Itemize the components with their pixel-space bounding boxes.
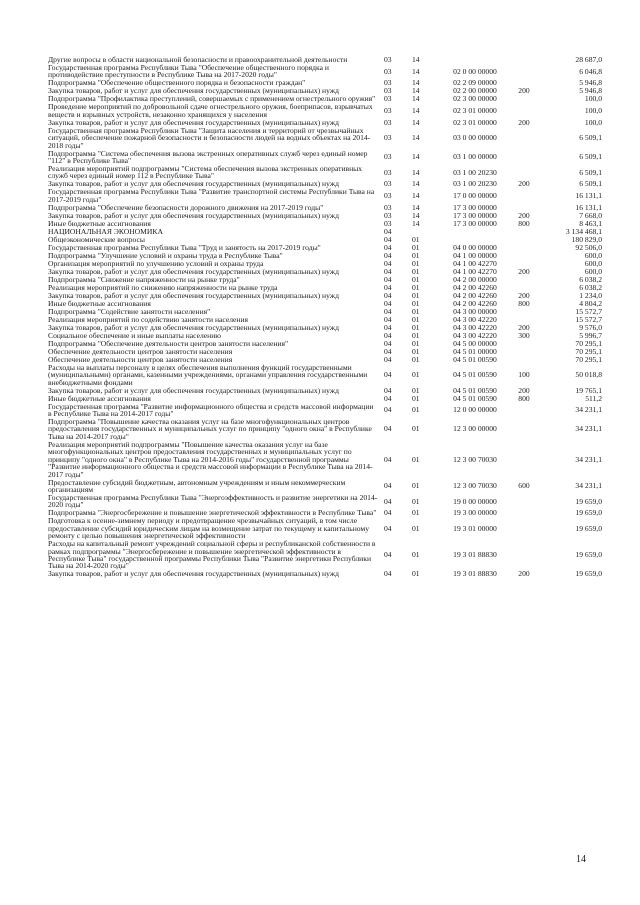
row-expense-type (510, 348, 538, 356)
row-name: Государственная программа Республики Тыва "Обеспечение общественного порядка и противодействие преступности в Республике Тыва на 2017-2020 годы" (48, 63, 329, 80)
row-target-article: 03 1 00 20230 (453, 167, 497, 177)
row-subsection: 01 (412, 354, 420, 364)
row-expense-type (510, 276, 538, 284)
row-section: 04 (384, 523, 392, 533)
row-expense-type (510, 540, 538, 570)
row-target-article: 19 3 00 00000 (453, 508, 497, 518)
row-section: 04 (384, 481, 392, 491)
row-subsection: 14 (412, 55, 420, 64)
row-amount: 6 038,2 (579, 274, 602, 284)
row-amount: 8 463,1 (579, 218, 602, 228)
row-section: 03 (384, 117, 392, 127)
row-subsection: 14 (412, 94, 420, 104)
row-name: Подпрограмма "Энергосбережение и повышение энергетической эффективности в Республике Тыва" (48, 508, 377, 518)
row-expense-type: 200 (518, 569, 530, 579)
row-target-article: 02 0 00 00000 (453, 66, 497, 76)
row-section: 04 (384, 234, 392, 244)
row-section: 04 (384, 298, 392, 308)
table-row (48, 188, 602, 203)
budget-table-body (48, 56, 602, 578)
row-name: Организация мероприятий по улучшению условий и охраны труда (48, 258, 264, 268)
row-subsection: 14 (412, 202, 420, 212)
row-expense-type (510, 252, 538, 260)
row-amount: 34 231,1 (575, 481, 602, 491)
row-section: 03 (384, 86, 392, 96)
row-name: Закупка товаров, работ и услуг для обеспечения государственных (муниципальных) нужд (48, 210, 339, 220)
row-section: 03 (384, 202, 392, 212)
row-expense-type (510, 418, 538, 441)
row-amount: 19 659,0 (575, 523, 602, 533)
row-section: 03 (384, 66, 392, 76)
row-target-article: 19 3 01 00000 (453, 523, 497, 533)
row-target-article: 19 3 01 88830 (453, 569, 497, 579)
row-amount: 100,0 (584, 117, 602, 127)
row-name: Подготовка к осенне-зимнему периоду и предотвращение чрезвычайных ситуаций, в том числе предоставление субсидий юридическим лицам на возмещение затрат по текущему и капитальному ремонту с целью повышения энергетической эффективности (48, 516, 370, 541)
row-target-article: 03 1 00 00000 (453, 152, 497, 162)
row-subsection: 01 (412, 322, 420, 332)
row-name: Закупка товаров, работ и услуг для обеспечения государственных (муниципальных) нужд (48, 179, 339, 189)
row-subsection: 01 (412, 330, 420, 340)
row-name: Государственная программа "Развитие информационного общества и средств массовой информации в Республике Тыва на 2014-2017 годы" (48, 401, 374, 419)
row-section: 04 (384, 322, 392, 332)
row-subsection: 14 (412, 78, 420, 88)
table-row (48, 517, 602, 540)
row-target-article: 12 3 00 70030 (453, 481, 497, 491)
row-section: 04 (384, 242, 392, 252)
row-subsection: 01 (412, 314, 420, 324)
row-target-article: 04 3 00 42220 (453, 314, 497, 324)
row-expense-type (510, 236, 538, 244)
row-subsection: 01 (412, 393, 420, 403)
row-amount: 600,0 (584, 266, 602, 276)
row-target-article: 12 0 00 00000 (453, 405, 497, 415)
row-amount: 6 509,1 (579, 152, 602, 162)
row-target-article: 02 2 09 00000 (453, 78, 497, 88)
row-expense-type (510, 356, 538, 364)
row-section: 04 (384, 454, 392, 464)
row-amount: 16 131,1 (575, 191, 602, 201)
row-expense-type: 200 (518, 266, 530, 276)
row-amount: 15 572,7 (575, 306, 602, 316)
table-row (48, 103, 602, 118)
budget-table-container (48, 55, 602, 579)
row-section: 04 (384, 385, 392, 395)
row-expense-type: 800 (518, 218, 530, 228)
row-target-article: 04 3 00 42220 (453, 330, 497, 340)
row-section: 04 (384, 569, 392, 579)
page-number: 14 (576, 854, 586, 865)
row-amount: 5 946,8 (579, 78, 602, 88)
row-subsection: 01 (412, 306, 420, 316)
row-subsection: 14 (412, 133, 420, 143)
row-target-article: 04 5 00 00000 (453, 338, 497, 348)
row-name: Подпрограмма "Улучшение условий и охраны труда в Республике Тыва" (48, 250, 283, 260)
row-expense-type (510, 509, 538, 517)
row-section: 04 (384, 346, 392, 356)
budget-table (48, 56, 602, 578)
row-expense-type (510, 188, 538, 203)
row-section: 04 (384, 266, 392, 276)
row-target-article: 02 3 01 00000 (453, 117, 497, 127)
row-amount: 1 234,0 (579, 290, 602, 300)
table-row (48, 479, 602, 494)
row-subsection: 01 (412, 523, 420, 533)
row-target-article: 02 2 00 00000 (453, 86, 497, 96)
row-name: Государственная программа Республики Тыва "Защита населения и территорий от чрезвычайных ситуаций, обеспечение пожарной безопасности и безопасности людей на водных объектах на 2014-2018 годы" (48, 125, 371, 150)
row-amount: 15 572,7 (575, 314, 602, 324)
row-section: 04 (384, 290, 392, 300)
row-subsection: 01 (412, 242, 420, 252)
row-subsection: 01 (412, 424, 420, 434)
row-subsection: 01 (412, 370, 420, 380)
row-section: 03 (384, 191, 392, 201)
row-section: 03 (384, 218, 392, 228)
row-amount: 19 659,0 (575, 508, 602, 518)
row-section: 04 (384, 250, 392, 260)
row-expense-type (510, 165, 538, 180)
row-name: Подпрограмма "Повышение качества оказания услуг на базе многофункциональных центров предоставления государственных и муниципальных услуг по принципу "одного окна" в Республике Тыва на 2014-2017 годы" (48, 417, 372, 441)
row-name: Государственная программа Республики Тыва "Труд и занятость на 2017-2019 годы" (48, 242, 321, 252)
row-target-article: 03 0 00 00000 (453, 133, 497, 143)
table-row (48, 418, 602, 441)
row-subsection: 01 (412, 282, 420, 292)
row-target-article: 04 5 01 00590 (453, 354, 497, 364)
row-name: Государственная программа Республики Тыва "Энергоэффективность и развитие энергетики на 2014-2020 годы" (48, 492, 378, 510)
row-section: 04 (384, 282, 392, 292)
row-target-article: 04 2 00 42260 (453, 290, 497, 300)
row-subsection: 01 (412, 274, 420, 284)
row-amount: 5 996,7 (579, 330, 602, 340)
row-target-article (440, 228, 510, 236)
row-subsection: 01 (412, 290, 420, 300)
row-amount: 19 659,0 (575, 550, 602, 560)
row-target-article: 17 3 00 00000 (453, 218, 497, 228)
row-expense-type (510, 441, 538, 479)
row-name: Закупка товаров, работ и услуг для обеспечения государственных (муниципальных) нужд (48, 290, 339, 300)
row-target-article: 04 2 00 42260 (453, 298, 497, 308)
row-expense-type (510, 228, 538, 236)
row-name: Иные бюджетные ассигнования (48, 218, 151, 228)
row-amount: 6 509,1 (579, 133, 602, 143)
row-expense-type (510, 494, 538, 509)
row-section: 04 (384, 424, 392, 434)
row-amount: 28 687,0 (575, 55, 602, 64)
row-expense-type: 800 (518, 298, 530, 308)
row-subsection: 01 (412, 258, 420, 268)
row-subsection: 01 (412, 481, 420, 491)
row-name: Закупка товаров, работ и услуг для обеспечения государственных (муниципальных) нужд (48, 86, 339, 96)
row-section: 04 (384, 370, 392, 380)
row-amount: 4 804,2 (579, 298, 602, 308)
row-target-article: 03 1 00 20230 (453, 179, 497, 189)
row-name: Обеспечение деятельности центров занятости населения (48, 346, 233, 356)
row-amount: 600,0 (584, 258, 602, 268)
row-section: 03 (384, 106, 392, 116)
row-name: Проведение мероприятий по добровольной сдаче огнестрельного оружия, боеприпасов, взрывчатых веществ и взрывных устройств, незаконно хранящихся у населения (48, 102, 373, 119)
row-section: 03 (384, 152, 392, 162)
row-amount: 70 295,1 (575, 338, 602, 348)
row-section: 03 (384, 55, 392, 64)
table-row (48, 364, 602, 387)
row-amount: 92 506,0 (575, 242, 602, 252)
row-subsection: 14 (412, 218, 420, 228)
row-subsection: 01 (412, 496, 420, 506)
row-amount: 100,0 (584, 106, 602, 116)
row-subsection: 01 (412, 234, 420, 244)
table-row (48, 403, 602, 418)
row-subsection: 14 (412, 179, 420, 189)
row-target-article: 04 5 01 00590 (453, 370, 497, 380)
row-amount: 3 134 468,1 (565, 226, 602, 236)
row-expense-type: 200 (518, 179, 530, 189)
row-section: 03 (384, 167, 392, 177)
row-target-article: 04 1 00 42270 (453, 258, 497, 268)
row-expense-type: 200 (518, 385, 530, 395)
row-name: Государственная программа Республики Тыва "Развитие транспортной системы Республики Тыва на 2017-2019 годы" (48, 187, 375, 204)
row-name: Социальное обеспечение и иные выплаты населению (48, 330, 221, 340)
row-section: 04 (384, 338, 392, 348)
row-subsection: 01 (412, 346, 420, 356)
row-section: 04 (384, 274, 392, 284)
row-target-article: 17 0 00 00000 (453, 191, 497, 201)
row-expense-type: 300 (518, 330, 530, 340)
row-name: Подпрограмма "Содействие занятости населения" (48, 306, 211, 316)
row-expense-type (510, 150, 538, 165)
row-amount: 34 231,1 (575, 454, 602, 464)
row-expense-type (510, 340, 538, 348)
row-name: Расходы на выплаты персоналу в целях обеспечения выполнения функций государственными (муниципальными) органами, казенными учреждениями, органами управления государственными внебюджетными фондами (48, 362, 368, 387)
row-target-article: 04 5 01 00000 (453, 346, 497, 356)
row-amount: 70 295,1 (575, 354, 602, 364)
row-section: 04 (384, 354, 392, 364)
row-section: 03 (384, 94, 392, 104)
row-section: 04 (384, 306, 392, 316)
row-section: 04 (384, 258, 392, 268)
row-section: 04 (384, 550, 392, 560)
row-name: Общеэкономические вопросы (48, 234, 145, 244)
row-amount: 50 018,8 (575, 370, 602, 380)
row-section: 04 (384, 314, 392, 324)
row-name: Закупка товаров, работ и услуг для обеспечения государственных (муниципальных) нужд (48, 322, 339, 332)
row-subsection: 01 (412, 405, 420, 415)
row-subsection: 14 (412, 66, 420, 76)
row-expense-type: 600 (518, 481, 530, 491)
row-name: Иные бюджетные ассигнования (48, 393, 151, 403)
row-target-article: 04 2 00 00000 (453, 274, 497, 284)
row-target-article (440, 56, 510, 64)
row-section: 04 (384, 508, 392, 518)
row-target-article: 17 3 00 00000 (453, 202, 497, 212)
row-target-article: 04 0 00 00000 (453, 242, 497, 252)
row-name: Подпрограмма "Снижение напряженности на рынке труда" (48, 274, 240, 284)
row-name: Подпрограмма "Обеспечение безопасности дорожного движения на 2017-2019 годы" (48, 202, 324, 212)
row-target-article: 04 5 01 00590 (453, 385, 497, 395)
row-amount: 5 946,8 (579, 86, 602, 96)
row-section: 04 (384, 226, 392, 236)
row-expense-type: 100 (518, 370, 530, 380)
row-subsection: 01 (412, 454, 420, 464)
row-expense-type (510, 56, 538, 64)
row-section: 04 (384, 496, 392, 506)
row-amount: 6 046,8 (579, 66, 602, 76)
row-subsection: 14 (412, 117, 420, 127)
row-target-article: 12 3 00 00000 (453, 424, 497, 434)
row-name: Реализация мероприятий подпрограммы "Повышение качества оказания услуг на базе многофункциональных центров предоставления государственных и муниципальных услуг по принципу "одного окна" в Республике Тыва на 2014-2016 годы" государственной программы "Развитие информационного общества и средств массовой информации в Республике Тыва на 2014-2017 годы" (48, 439, 373, 479)
row-target-article: 19 0 00 00000 (453, 496, 497, 506)
row-name: Подпрограмма "Профилактика преступлений, совершаемых с применением огнестрельного оружия" (48, 94, 376, 104)
row-expense-type (510, 127, 538, 150)
table-row (48, 165, 602, 180)
row-target-article: 12 3 00 70030 (453, 454, 497, 464)
row-subsection: 01 (412, 569, 420, 579)
table-row (48, 494, 602, 509)
row-target-article: 04 1 00 42270 (453, 266, 497, 276)
row-name: Предоставление субсидий бюджетным, автономным учреждениям и иным некоммерческим организациям (48, 477, 346, 494)
row-name: Закупка товаров, работ и услуг для обеспечения государственных (муниципальных) нужд (48, 117, 339, 127)
row-expense-type: 200 (518, 86, 530, 96)
row-expense-type (510, 244, 538, 252)
row-amount: 34 231,1 (575, 405, 602, 415)
row-amount: 9 576,0 (579, 322, 602, 332)
row-amount: 180 829,0 (571, 234, 602, 244)
row-name: Закупка товаров, работ и услуг для обеспечения государственных (муниципальных) нужд (48, 385, 339, 395)
row-expense-type: 200 (518, 322, 530, 332)
row-subsection: 14 (412, 210, 420, 220)
row-amount: 19 765,1 (575, 385, 602, 395)
row-subsection: 01 (412, 508, 420, 518)
row-amount: 600,0 (584, 250, 602, 260)
row-target-article: 19 3 01 88830 (453, 550, 497, 560)
row-subsection: 01 (412, 266, 420, 276)
table-row (48, 540, 602, 570)
row-name: Реализация мероприятий по снижению напряженности на рынке труда (48, 282, 278, 292)
row-subsection: 01 (412, 385, 420, 395)
row-name: Подпрограмма "Обеспечение общественного порядка и безопасности граждан" (48, 78, 306, 88)
row-target-article: 04 2 00 42260 (453, 282, 497, 292)
table-row (48, 441, 602, 479)
row-subsection: 14 (412, 86, 420, 96)
row-name: Закупка товаров, работ и услуг для обеспечения государственных (муниципальных) нужд (48, 569, 339, 579)
row-name: НАЦИОНАЛЬНАЯ ЭКОНОМИКА (48, 226, 163, 236)
row-name: Подпрограмма "Обеспечение деятельности центров занятости населения" (48, 338, 289, 348)
row-subsection: 14 (412, 167, 420, 177)
row-amount: 6 509,1 (579, 179, 602, 189)
table-row (48, 64, 602, 79)
row-target-article: 04 3 00 42220 (453, 322, 497, 332)
row-expense-type: 200 (518, 117, 530, 127)
row-section: 04 (384, 393, 392, 403)
row-amount: 100,0 (584, 94, 602, 104)
row-subsection: 14 (412, 152, 420, 162)
row-amount: 6 038,2 (579, 282, 602, 292)
row-name: Подпрограмма "Система обеспечения вызова экстренных оперативных служб через единый номер "112" в Республике Тыва" (48, 148, 368, 166)
table-row (48, 127, 602, 150)
row-amount: 16 131,1 (575, 202, 602, 212)
row-target-article: 17 3 00 00000 (453, 210, 497, 220)
row-name: Иные бюджетные ассигнования (48, 298, 151, 308)
row-section: 04 (384, 330, 392, 340)
row-subsection: 01 (412, 250, 420, 260)
row-target-article: 02 3 01 00000 (453, 106, 497, 116)
row-subsection: 01 (412, 298, 420, 308)
row-target-article: 04 1 00 00000 (453, 250, 497, 260)
row-amount: 6 509,1 (579, 167, 602, 177)
row-expense-type: 800 (518, 393, 530, 403)
row-amount: 511,2 (585, 393, 602, 403)
row-subsection: 01 (412, 338, 420, 348)
table-row (48, 150, 602, 165)
row-section: 03 (384, 179, 392, 189)
row-subsection: 14 (412, 191, 420, 201)
row-expense-type: 200 (518, 210, 530, 220)
row-expense-type (510, 64, 538, 79)
table-row (48, 570, 602, 578)
row-name: Расходы на капитальный ремонт учреждений социальной сферы и республиканской собственности в рамках подпрограммы "Энергосбережение и повышение энергетической эффективности в Республике Тыва" государственной программы Республики Тыва "Развитие энергетики Республики Тыва на 2014-2020 годы" (48, 539, 376, 571)
row-subsection: 01 (412, 550, 420, 560)
row-name: Реализация мероприятий по содействию занятости населения (48, 314, 249, 324)
row-expense-type (510, 95, 538, 103)
row-section: 03 (384, 210, 392, 220)
row-expense-type (510, 103, 538, 118)
row-expense-type: 200 (518, 290, 530, 300)
row-amount: 70 295,1 (575, 346, 602, 356)
row-target-article: 04 3 00 00000 (453, 306, 497, 316)
row-name: Другие вопросы в области национальной безопасности и правоохранительной деятельности (48, 55, 348, 64)
row-section: 04 (384, 405, 392, 415)
row-expense-type (510, 403, 538, 418)
row-target-article: 04 5 01 00590 (453, 393, 497, 403)
row-amount: 34 231,1 (575, 424, 602, 434)
row-section: 03 (384, 133, 392, 143)
row-name: Закупка товаров, работ и услуг для обеспечения государственных (муниципальных) нужд (48, 266, 339, 276)
row-name: Реализация мероприятий подпрограммы "Система обеспечения вызова экстренных оперативных служб через единый номер 112 в Республике Тыва" (48, 164, 363, 181)
row-name: Обеспечение деятельности центров занятости населения (48, 354, 233, 364)
row-section: 03 (384, 78, 392, 88)
row-expense-type (510, 517, 538, 540)
row-amount: 7 668,0 (579, 210, 602, 220)
row-expense-type (510, 308, 538, 316)
row-amount: 19 659,0 (575, 496, 602, 506)
row-target-article: 02 3 00 00000 (453, 94, 497, 104)
row-subsection: 14 (412, 106, 420, 116)
row-amount: 19 659,0 (575, 569, 602, 579)
